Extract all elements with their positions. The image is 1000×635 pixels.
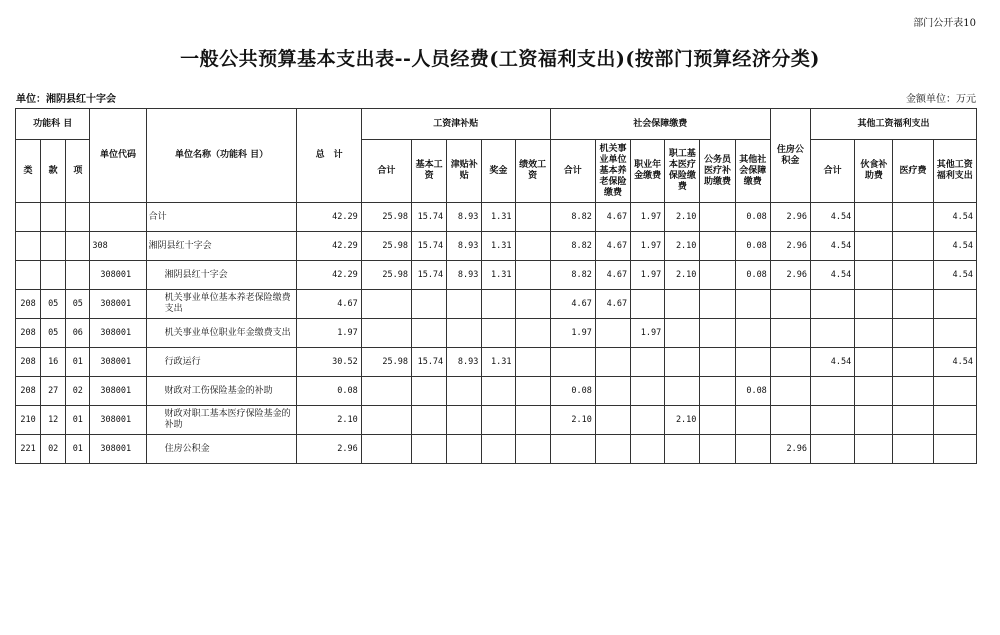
unit-name-cell: 财政对工伤保险基金的补助 bbox=[146, 377, 297, 406]
total-cell: 30.52 bbox=[297, 348, 361, 377]
lei-cell: 221 bbox=[16, 435, 41, 464]
basic-wage-cell bbox=[412, 435, 447, 464]
wage-sum-cell bbox=[361, 319, 411, 348]
total-cell: 42.29 bbox=[297, 232, 361, 261]
unit-name-cell: 湘阴县红十字会 bbox=[146, 261, 297, 290]
civil-medical-cell bbox=[700, 435, 735, 464]
wage-sum-cell bbox=[361, 377, 411, 406]
allowance-cell: 8.93 bbox=[447, 261, 482, 290]
bonus-cell: 1.31 bbox=[482, 232, 515, 261]
table-row bbox=[16, 435, 977, 464]
other-group-header: 其他工资福利支出 bbox=[811, 109, 977, 140]
medical-cell bbox=[665, 348, 700, 377]
other-social-cell: 0.08 bbox=[735, 377, 770, 406]
housing-cell bbox=[770, 290, 810, 319]
social-sum-header: 合计 bbox=[550, 140, 595, 203]
xiang-cell bbox=[66, 232, 90, 261]
other-social-cell bbox=[735, 435, 770, 464]
total-cell: 0.08 bbox=[297, 377, 361, 406]
lei-cell: 208 bbox=[16, 377, 41, 406]
basic-wage-cell bbox=[412, 290, 447, 319]
kuan-cell bbox=[41, 232, 66, 261]
other-welfare-cell bbox=[933, 406, 976, 435]
other-sum-cell bbox=[811, 319, 855, 348]
civil-medical-cell bbox=[700, 232, 735, 261]
table-row bbox=[16, 203, 977, 232]
unit-code-header: 单位代码 bbox=[90, 109, 146, 203]
medical-cell bbox=[665, 435, 700, 464]
other-social-cell bbox=[735, 319, 770, 348]
wage-sum-cell bbox=[361, 435, 411, 464]
xiang-cell bbox=[66, 203, 90, 232]
allowance-cell: 8.93 bbox=[447, 232, 482, 261]
meal-cell bbox=[855, 232, 893, 261]
medical-fee-cell bbox=[893, 290, 933, 319]
meal-cell bbox=[855, 203, 893, 232]
civil-medical-header: 公务员医疗补助缴费 bbox=[700, 140, 735, 203]
performance-cell bbox=[515, 261, 550, 290]
other-social-cell: 0.08 bbox=[735, 232, 770, 261]
total-cell: 42.29 bbox=[297, 261, 361, 290]
medical-fee-cell bbox=[893, 435, 933, 464]
total-cell: 4.67 bbox=[297, 290, 361, 319]
table-number-label: 部门公开表10 bbox=[913, 18, 976, 29]
unit-name-label: 单位：湘阴县红十字会 bbox=[16, 94, 116, 105]
housing-cell bbox=[770, 406, 810, 435]
performance-cell bbox=[515, 203, 550, 232]
housing-cell: 2.96 bbox=[770, 232, 810, 261]
table-row bbox=[16, 319, 977, 348]
performance-header: 绩效工资 bbox=[515, 140, 550, 203]
bonus-cell: 1.31 bbox=[482, 203, 515, 232]
pension-header: 机关事业单位基本养老保险缴费 bbox=[595, 140, 630, 203]
other-sum-cell bbox=[811, 406, 855, 435]
lei-cell bbox=[16, 261, 41, 290]
annuity-cell bbox=[631, 377, 665, 406]
unit-code-cell: 308001 bbox=[90, 319, 146, 348]
basic-wage-cell: 15.74 bbox=[412, 348, 447, 377]
xiang-cell: 05 bbox=[66, 290, 90, 319]
housing-cell: 2.96 bbox=[770, 435, 810, 464]
social-sum-cell: 8.82 bbox=[550, 261, 595, 290]
wage-sum-cell: 25.98 bbox=[361, 348, 411, 377]
table-row bbox=[16, 377, 977, 406]
other-welfare-cell bbox=[933, 377, 976, 406]
bonus-cell bbox=[482, 435, 515, 464]
unit-name-header: 单位名称（功能科 目） bbox=[146, 109, 297, 203]
allowance-cell bbox=[447, 290, 482, 319]
kuan-header: 款 bbox=[41, 140, 66, 203]
annuity-cell bbox=[631, 406, 665, 435]
basic-wage-cell: 15.74 bbox=[412, 261, 447, 290]
table-row bbox=[16, 232, 977, 261]
lei-cell: 210 bbox=[16, 406, 41, 435]
page-title: 一般公共预算基本支出表--人员经费(工资福利支出)(按部门预算经济分类) bbox=[180, 48, 820, 70]
allowance-cell: 8.93 bbox=[447, 348, 482, 377]
xiang-cell: 01 bbox=[66, 348, 90, 377]
civil-medical-cell bbox=[700, 406, 735, 435]
medical-header: 职工基本医疗保险缴费 bbox=[665, 140, 700, 203]
basic-wage-cell: 15.74 bbox=[412, 232, 447, 261]
unit-code-cell: 308001 bbox=[90, 348, 146, 377]
pension-cell bbox=[595, 319, 630, 348]
housing-cell bbox=[770, 377, 810, 406]
performance-cell bbox=[515, 377, 550, 406]
header-row-1 bbox=[16, 109, 977, 140]
total-cell: 1.97 bbox=[297, 319, 361, 348]
unit-code-cell: 308001 bbox=[90, 377, 146, 406]
allowance-cell bbox=[447, 435, 482, 464]
pension-cell: 4.67 bbox=[595, 232, 630, 261]
table-row bbox=[16, 406, 977, 435]
social-sum-cell: 2.10 bbox=[550, 406, 595, 435]
total-header: 总 计 bbox=[297, 109, 361, 203]
civil-medical-cell bbox=[700, 203, 735, 232]
unit-name-cell: 住房公积金 bbox=[146, 435, 297, 464]
lei-cell: 208 bbox=[16, 348, 41, 377]
lei-cell bbox=[16, 232, 41, 261]
xiang-cell bbox=[66, 261, 90, 290]
bonus-cell bbox=[482, 290, 515, 319]
unit-code-cell: 308001 bbox=[90, 290, 146, 319]
other-sum-cell bbox=[811, 290, 855, 319]
annuity-header: 职业年金缴费 bbox=[631, 140, 665, 203]
kuan-cell: 05 bbox=[41, 319, 66, 348]
other-sum-cell: 4.54 bbox=[811, 203, 855, 232]
wage-group-header: 工资津补贴 bbox=[361, 109, 550, 140]
pension-cell: 4.67 bbox=[595, 203, 630, 232]
meal-header: 伙食补助费 bbox=[855, 140, 893, 203]
lei-cell bbox=[16, 203, 41, 232]
xiang-header: 项 bbox=[66, 140, 90, 203]
performance-cell bbox=[515, 290, 550, 319]
wage-sum-cell: 25.98 bbox=[361, 203, 411, 232]
allowance-cell bbox=[447, 319, 482, 348]
social-sum-cell: 8.82 bbox=[550, 203, 595, 232]
meal-cell bbox=[855, 348, 893, 377]
housing-cell bbox=[770, 319, 810, 348]
medical-cell: 2.10 bbox=[665, 406, 700, 435]
housing-cell: 2.96 bbox=[770, 261, 810, 290]
func-subject-header: 功能科 目 bbox=[16, 109, 90, 140]
annuity-cell: 1.97 bbox=[631, 232, 665, 261]
medical-cell bbox=[665, 377, 700, 406]
performance-cell bbox=[515, 406, 550, 435]
table-row bbox=[16, 290, 977, 319]
medical-cell: 2.10 bbox=[665, 203, 700, 232]
pension-cell bbox=[595, 435, 630, 464]
unit-code-cell: 308 bbox=[90, 232, 146, 261]
other-welfare-cell bbox=[933, 319, 976, 348]
pension-cell: 4.67 bbox=[595, 290, 630, 319]
unit-code-cell: 308001 bbox=[90, 406, 146, 435]
unit-name-cell: 机关事业单位基本养老保险缴费支出 bbox=[146, 290, 297, 319]
housing-cell bbox=[770, 348, 810, 377]
other-sum-cell bbox=[811, 435, 855, 464]
pension-cell bbox=[595, 377, 630, 406]
civil-medical-cell bbox=[700, 377, 735, 406]
medical-fee-cell bbox=[893, 261, 933, 290]
kuan-cell: 12 bbox=[41, 406, 66, 435]
other-sum-cell bbox=[811, 377, 855, 406]
annuity-cell: 1.97 bbox=[631, 203, 665, 232]
unit-name-cell: 机关事业单位职业年金缴费支出 bbox=[146, 319, 297, 348]
bonus-cell bbox=[482, 377, 515, 406]
basic-wage-cell bbox=[412, 377, 447, 406]
civil-medical-cell bbox=[700, 290, 735, 319]
medical-fee-cell bbox=[893, 319, 933, 348]
bonus-cell: 1.31 bbox=[482, 348, 515, 377]
pension-cell bbox=[595, 348, 630, 377]
meal-cell bbox=[855, 377, 893, 406]
annuity-cell bbox=[631, 435, 665, 464]
other-welfare-cell: 4.54 bbox=[933, 348, 976, 377]
kuan-cell bbox=[41, 261, 66, 290]
annuity-cell bbox=[631, 348, 665, 377]
budget-table bbox=[15, 108, 977, 464]
social-group-header: 社会保障缴费 bbox=[550, 109, 770, 140]
lei-cell: 208 bbox=[16, 290, 41, 319]
kuan-cell: 02 bbox=[41, 435, 66, 464]
other-social-header: 其他社会保障缴费 bbox=[735, 140, 770, 203]
unit-name-cell: 合计 bbox=[146, 203, 297, 232]
performance-cell bbox=[515, 319, 550, 348]
unit-name-cell: 行政运行 bbox=[146, 348, 297, 377]
other-sum-cell: 4.54 bbox=[811, 232, 855, 261]
kuan-cell: 05 bbox=[41, 290, 66, 319]
other-social-cell bbox=[735, 290, 770, 319]
meal-cell bbox=[855, 290, 893, 319]
bonus-cell: 1.31 bbox=[482, 261, 515, 290]
medical-fee-cell bbox=[893, 377, 933, 406]
social-sum-cell: 1.97 bbox=[550, 319, 595, 348]
unit-code-cell bbox=[90, 203, 146, 232]
other-sum-cell: 4.54 bbox=[811, 348, 855, 377]
xiang-cell: 06 bbox=[66, 319, 90, 348]
basic-wage-cell: 15.74 bbox=[412, 203, 447, 232]
basic-wage-cell bbox=[412, 319, 447, 348]
xiang-cell: 01 bbox=[66, 435, 90, 464]
total-cell: 42.29 bbox=[297, 203, 361, 232]
lei-header: 类 bbox=[16, 140, 41, 203]
wage-sum-header: 合计 bbox=[361, 140, 411, 203]
social-sum-cell bbox=[550, 435, 595, 464]
civil-medical-cell bbox=[700, 261, 735, 290]
wage-sum-cell bbox=[361, 406, 411, 435]
table-row bbox=[16, 348, 977, 377]
other-welfare-cell bbox=[933, 435, 976, 464]
housing-header: 住房公积金 bbox=[770, 109, 810, 203]
unit-name-cell: 财政对职工基本医疗保险基金的补助 bbox=[146, 406, 297, 435]
other-sum-header: 合计 bbox=[811, 140, 855, 203]
xiang-cell: 01 bbox=[66, 406, 90, 435]
meal-cell bbox=[855, 406, 893, 435]
civil-medical-cell bbox=[700, 319, 735, 348]
table-body bbox=[16, 203, 977, 464]
medical-fee-cell bbox=[893, 232, 933, 261]
medical-fee-cell bbox=[893, 406, 933, 435]
allowance-cell bbox=[447, 377, 482, 406]
bonus-cell bbox=[482, 406, 515, 435]
medical-cell bbox=[665, 319, 700, 348]
unit-code-cell: 308001 bbox=[90, 261, 146, 290]
other-social-cell: 0.08 bbox=[735, 261, 770, 290]
annuity-cell bbox=[631, 290, 665, 319]
other-welfare-cell: 4.54 bbox=[933, 232, 976, 261]
wage-sum-cell: 25.98 bbox=[361, 261, 411, 290]
meal-cell bbox=[855, 435, 893, 464]
other-welfare-cell bbox=[933, 290, 976, 319]
xiang-cell: 02 bbox=[66, 377, 90, 406]
other-welfare-cell: 4.54 bbox=[933, 203, 976, 232]
medical-cell: 2.10 bbox=[665, 232, 700, 261]
unit-name-cell: 湘阴县红十字会 bbox=[146, 232, 297, 261]
social-sum-cell bbox=[550, 348, 595, 377]
unit-code-cell: 308001 bbox=[90, 435, 146, 464]
other-social-cell bbox=[735, 348, 770, 377]
table-row bbox=[16, 261, 977, 290]
medical-fee-cell bbox=[893, 348, 933, 377]
other-social-cell: 0.08 bbox=[735, 203, 770, 232]
amount-unit-label: 金额单位：万元 bbox=[906, 94, 976, 105]
allowance-header: 津贴补贴 bbox=[447, 140, 482, 203]
performance-cell bbox=[515, 232, 550, 261]
performance-cell bbox=[515, 348, 550, 377]
annuity-cell: 1.97 bbox=[631, 319, 665, 348]
other-social-cell bbox=[735, 406, 770, 435]
bonus-header: 奖金 bbox=[482, 140, 515, 203]
other-welfare-header: 其他工资福利支出 bbox=[933, 140, 976, 203]
bonus-cell bbox=[482, 319, 515, 348]
medical-fee-header: 医疗费 bbox=[893, 140, 933, 203]
other-sum-cell: 4.54 bbox=[811, 261, 855, 290]
meal-cell bbox=[855, 261, 893, 290]
social-sum-cell: 4.67 bbox=[550, 290, 595, 319]
allowance-cell: 8.93 bbox=[447, 203, 482, 232]
annuity-cell: 1.97 bbox=[631, 261, 665, 290]
medical-cell: 2.10 bbox=[665, 261, 700, 290]
wage-sum-cell: 25.98 bbox=[361, 232, 411, 261]
wage-sum-cell bbox=[361, 290, 411, 319]
kuan-cell: 27 bbox=[41, 377, 66, 406]
kuan-cell bbox=[41, 203, 66, 232]
lei-cell: 208 bbox=[16, 319, 41, 348]
basic-wage-cell bbox=[412, 406, 447, 435]
housing-cell: 2.96 bbox=[770, 203, 810, 232]
basic-wage-header: 基本工资 bbox=[412, 140, 447, 203]
civil-medical-cell bbox=[700, 348, 735, 377]
social-sum-cell: 0.08 bbox=[550, 377, 595, 406]
total-cell: 2.10 bbox=[297, 406, 361, 435]
pension-cell bbox=[595, 406, 630, 435]
kuan-cell: 16 bbox=[41, 348, 66, 377]
allowance-cell bbox=[447, 406, 482, 435]
other-welfare-cell: 4.54 bbox=[933, 261, 976, 290]
performance-cell bbox=[515, 435, 550, 464]
social-sum-cell: 8.82 bbox=[550, 232, 595, 261]
pension-cell: 4.67 bbox=[595, 261, 630, 290]
medical-cell bbox=[665, 290, 700, 319]
meal-cell bbox=[855, 319, 893, 348]
total-cell: 2.96 bbox=[297, 435, 361, 464]
medical-fee-cell bbox=[893, 203, 933, 232]
